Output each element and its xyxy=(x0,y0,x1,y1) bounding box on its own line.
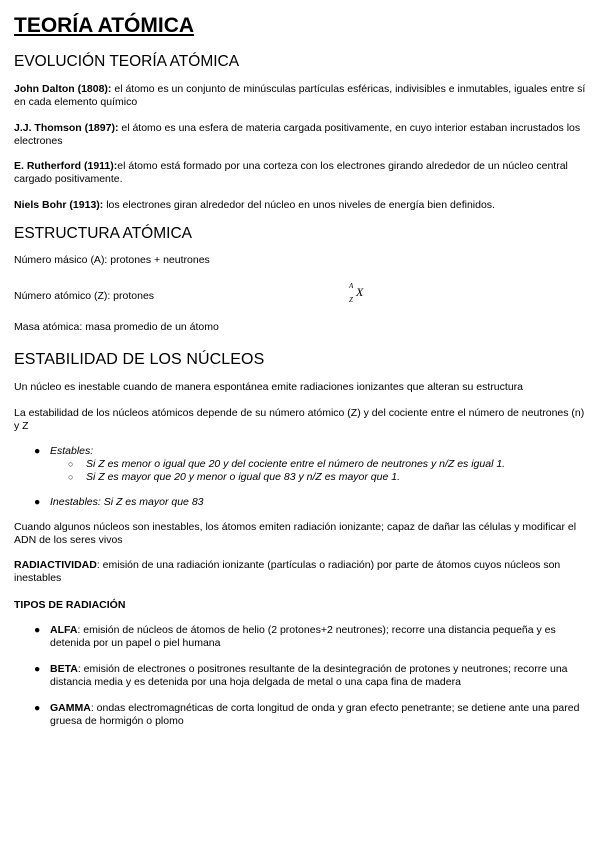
section-heading-evolucion: EVOLUCIÓN TEORÍA ATÓMICA xyxy=(14,53,240,70)
paragraph-rutherford xyxy=(14,160,586,186)
circle-bullet-icon: ○ xyxy=(68,472,74,482)
paragraph-radiactividad xyxy=(14,559,586,585)
section-heading-estructura: ESTRUCTURA ATÓMICA xyxy=(14,225,192,242)
sublist-item-text: Si Z es mayor que 20 y menor o igual que 83 y n/Z es mayor que 1. xyxy=(86,471,400,483)
label-thomson: J.J. Thomson (1897): xyxy=(14,122,119,134)
symbol-mass-number: A xyxy=(349,282,354,290)
text-rutherford: el átomo está formado por una corteza con los electrones girando alrededor de un núcleo central cargado positivamente. xyxy=(14,160,568,185)
label-gamma: GAMMA xyxy=(50,702,91,714)
list-item-beta xyxy=(14,663,586,689)
text-dalton: el átomo es un conjunto de minúsculas partículas esféricas, indivisibles e inmutables, iguales entre sí en cada elemento químico xyxy=(14,83,586,108)
list-tipos-radiacion xyxy=(14,624,586,728)
circle-bullet-icon: ○ xyxy=(68,459,74,469)
bullet-icon: ● xyxy=(34,624,41,636)
section-heading-tipos: TIPOS DE RADIACIÓN xyxy=(14,599,126,611)
paragraph-inestable: Un núcleo es inestable cuando de manera espontánea emite radiaciones ionizantes que alteran su estructura xyxy=(14,381,523,393)
symbol-atomic-number: Z xyxy=(349,296,353,304)
text-beta: : emisión de electrones o positrones resultante de la desintegración de protones y neutrones; recorre una distancia media y es detenida por una hoja delgada de metal o una capa fina de madera xyxy=(50,663,568,688)
text-masa-atomica: Masa atómica: masa promedio de un átomo xyxy=(14,321,219,333)
bullet-icon: ● xyxy=(34,702,41,714)
label-dalton: John Dalton (1808): xyxy=(14,83,112,95)
paragraph-estabilidad: La estabilidad de los núcleos atómicos depende de su número atómico (Z) y del cociente entre el número de neutrones (n) y Z xyxy=(14,407,585,432)
paragraph-dalton xyxy=(14,83,586,109)
text-radiactividad: : emisión de una radiación ionizante (partículas o radiación) por parte de átomos cuyos núcleos son inestables xyxy=(14,559,561,584)
text-numero-atomico: Número atómico (Z): protones xyxy=(14,290,155,302)
section-heading-estabilidad: ESTABILIDAD DE LOS NÚCLEOS xyxy=(14,351,265,368)
paragraph-radiacion-ionizante: Cuando algunos núcleos son inestables, los átomos emiten radiación ionizante; capaz de dañar las células y modificar el ADN de los seres vivos xyxy=(14,521,577,546)
list-item-estables xyxy=(14,445,586,484)
text-gamma: : ondas electromagnéticas de corta longitud de onda y gran efecto penetrante; se detiene ante una pared gruesa de hormigón o plomo xyxy=(50,702,580,727)
bullet-icon: ● xyxy=(34,445,41,457)
sublist-item-text: Si Z es menor o igual que 20 y del cociente entre el número de neutrones y n/Z es igual 1. xyxy=(86,458,506,470)
list-inestables xyxy=(14,496,586,509)
label-alfa: ALFA xyxy=(50,624,78,636)
list-item-alfa xyxy=(14,624,586,650)
list-item-gamma xyxy=(14,702,586,728)
label-bohr: Niels Bohr (1913): xyxy=(14,199,104,211)
text-thomson: el átomo es una esfera de materia cargada positivamente, en cuyo interior estaban incrustados los electrones xyxy=(14,122,581,147)
sublist-estables xyxy=(14,458,586,484)
bullet-icon: ● xyxy=(34,496,41,508)
label-rutherford: E. Rutherford (1911): xyxy=(14,160,118,172)
label-beta: BETA xyxy=(50,663,78,675)
text-bohr: los electrones giran alrededor del núcleo en unos niveles de energía bien definidos. xyxy=(103,199,495,211)
sublist-item xyxy=(14,458,586,471)
text-inestables: Inestables: Si Z es mayor que 83 xyxy=(50,496,204,508)
label-radiactividad: RADIACTIVIDAD xyxy=(14,559,97,571)
sublist-item xyxy=(14,471,586,484)
text-alfa: : emisión de núcleos de átomos de helio (2 protones+2 neutrones); recorre una distancia pequeña y es detenida por un papel o piel humana xyxy=(50,624,556,649)
label-estables: Estables: xyxy=(50,445,94,457)
paragraph-thomson xyxy=(14,122,586,148)
document-title: TEORÍA ATÓMICA xyxy=(14,14,195,37)
text-numero-masico: Número másico (A): protones + neutrones xyxy=(14,254,210,266)
symbol-element: X xyxy=(356,285,364,299)
list-estabilidad xyxy=(14,445,586,484)
paragraph-bohr xyxy=(14,199,586,212)
bullet-icon: ● xyxy=(34,663,41,675)
list-item-inestables xyxy=(14,496,586,509)
